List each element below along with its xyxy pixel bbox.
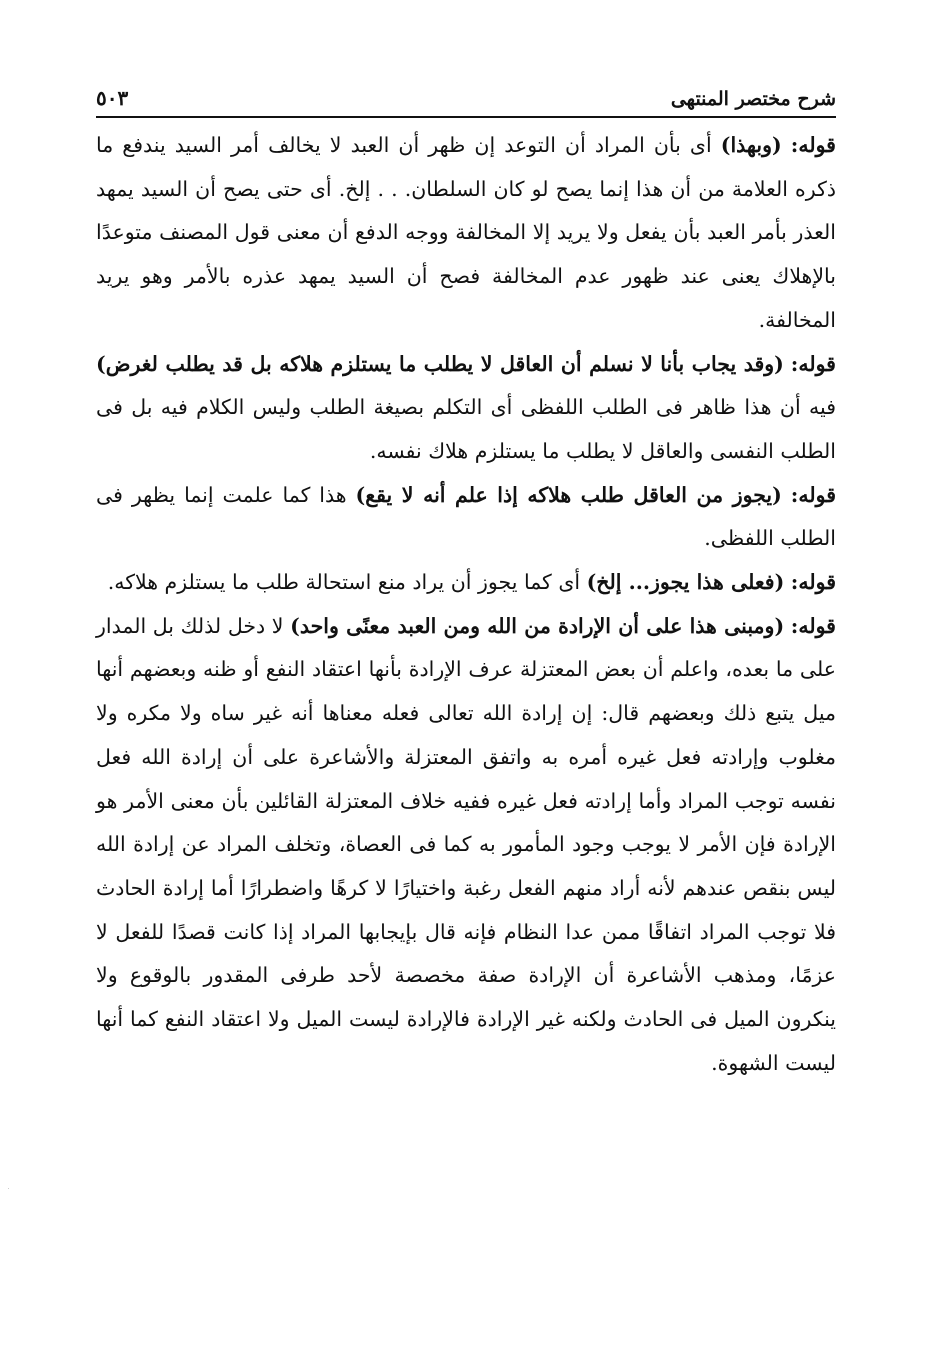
commentary-text: أى بأن المراد أن التوعد إن ظهر أن العبد لا يخالف أمر السيد يندفع ما ذكره العلامة من أن هذا إنما يصح لو كان السلطان. . . إلخ. أى حتى يصح أن السيد يمهد العذر بأمر العبد بأن يفعل ولا يريد إلا المخالفة ووجه الدفع أن معنى قول المصنف متوعدًا بالإهلاك يعنى عند ظهور عدم المخالفة فصح أن السيد يمهد عذره بالأمر وهو يريد المخالفة. [96,133,836,332]
page-number: ٥٠٣ [96,86,129,110]
quoted-text: (ومبنى هذا على أن الإرادة من الله ومن العبد معنًى واحد) [290,613,785,638]
commentary-paragraph [96,124,836,343]
paragraph-label: قوله: [790,351,836,376]
commentary-text: هذا كما علمت إنما يظهر فى الطلب اللفظى. [96,482,836,551]
quoted-text: (يجوز من العاقل طلب هلاكه إذا علم أنه لا يقع) [355,482,782,507]
commentary-text: لا دخل لذلك بل المدار على ما بعده، واعلم أن بعض المعتزلة عرف الإرادة بأنها اعتقاد النفع أو ظنه وبعضهم أنها ميل يتبع ذلك وبعضهم قال: إن إرادة الله تعالى فعله معناها أنه غير ساه ولا مكره ولا مغلوب وإرادته فعل غيره أمره به واتفق المعتزلة والأشاعرة على أن إرادة الله فعل نفسه توجب المراد وأما إرادته فعل غيره ففيه خلاف المعتزلة القائلين بأن معنى الأمر هو الإرادة فإن الأمر لا يوجب وجود المأمور به كما فى العصاة، وتخلف المراد عن إرادة الله ليس بنقص عندهم لأنه أراد منهم الفعل رغبة واختيارًا لا كرهًا واضطرارًا أما إرادة الحادث فلا توجب المراد اتفاقًا ممن عدا النظام فإنه قال بإيجابها المراد إذا كانت قصدًا للفعل لا عزمًا، ومذهب الأشاعرة أن الإرادة صفة مخصصة لأحد طرفى المقدور بالوقوع ولا ينكرون الميل فى الحادث ولكنه غير الإرادة فالإرادة ليست الميل ولا اعتقاد النفع كما أنها ليست الشهوة. [96,613,836,1075]
paragraph-label: قوله: [790,570,836,595]
commentary-text: فيه أن هذا ظاهر فى الطلب اللفظى أى التكلم بصيغة الطلب وليس الكلام فيه بل فى الطلب النفسى والعاقل لا يطلب ما يستلزم هلاك نفسه. [96,395,836,463]
commentary-paragraph [96,474,836,561]
running-title: شرح مختصر المنتهى [670,88,836,110]
scan-speck [8,1188,9,1189]
paragraph-label: قوله: [790,613,836,638]
quoted-text: (وبهذا) [720,133,782,157]
commentary-paragraph [96,343,836,474]
quoted-text: (فعلى هذا يجوز... إلخ) [586,570,785,595]
commentary-text: أى كما يجوز أن يراد منع استحالة طلب ما يستلزم هلاكه. [107,570,581,595]
page-header [96,80,836,118]
quoted-text: (وقد يجاب بأنا لا نسلم أن العاقل لا يطلب ما يستلزم هلاكه بل قد يطلب لغرض) [96,351,784,376]
book-page [96,80,836,1085]
page-body [96,124,836,1085]
commentary-paragraph [96,605,836,1086]
commentary-paragraph [96,561,836,605]
paragraph-label: قوله: [790,133,836,157]
paragraph-label: قوله: [790,482,836,507]
